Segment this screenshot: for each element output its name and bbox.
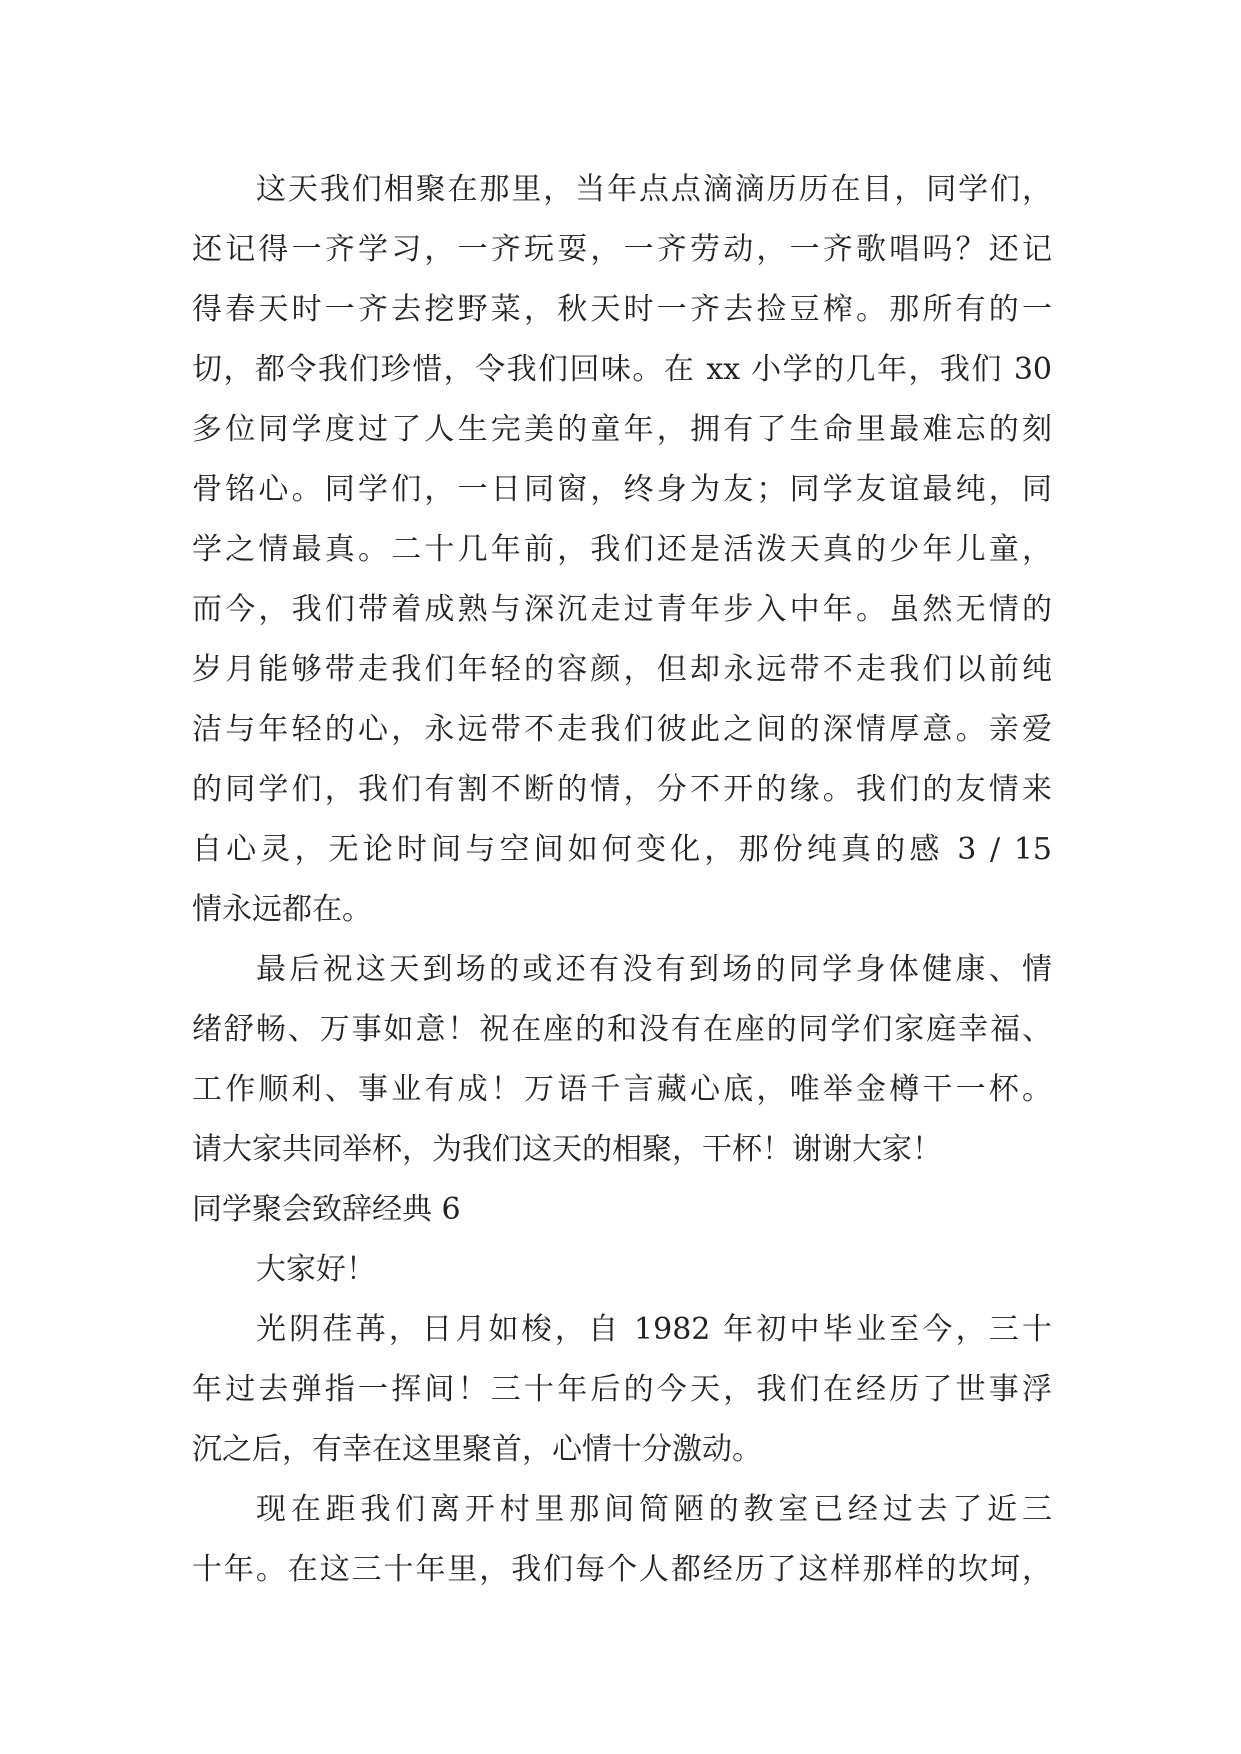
document-body [192, 160, 1052, 1600]
paragraph-line: 的同学们，我们有割不断的情，分不开的缘。我们的友情来 [192, 772, 1052, 807]
paragraph-line: 学之情最真。二十几年前，我们还是活泼天真的少年儿童， [192, 532, 1052, 567]
paragraph-line: 切，都令我们珍惜，令我们回味。在 xx 小学的几年，我们 30 [192, 352, 1052, 387]
paragraph-line: 还记得一齐学习，一齐玩耍，一齐劳动，一齐歌唱吗？还记 [192, 232, 1052, 267]
paragraph-line: 请大家共同举杯，为我们这天的相聚，干杯！谢谢大家！ [192, 1132, 942, 1167]
paragraph-line: 光阴荏苒，日月如梭，自 1982 年初中毕业至今，三十 [256, 1312, 1052, 1347]
greeting-line: 大家好！ [256, 1252, 376, 1287]
paragraph-line: 多位同学度过了人生完美的童年，拥有了生命里最难忘的刻 [192, 412, 1052, 447]
paragraph-line: 情永远都在。 [192, 892, 372, 927]
paragraph-line: 十年。在这三十年里，我们每个人都经历了这样那样的坎坷， [192, 1552, 1052, 1587]
paragraph-line: 岁月能够带走我们年轻的容颜，但却永远带不走我们以前纯 [192, 652, 1052, 687]
paragraph-line: 年过去弹指一挥间！三十年后的今天，我们在经历了世事浮 [192, 1372, 1052, 1407]
paragraph-line: 最后祝这天到场的或还有没有到场的同学身体健康、情 [256, 952, 1052, 987]
paragraph-line: 沉之后，有幸在这里聚首，心情十分激动。 [192, 1432, 762, 1467]
paragraph-line: 得春天时一齐去挖野菜，秋天时一齐去捡豆榨。那所有的一 [192, 292, 1052, 327]
paragraph-line: 绪舒畅、万事如意！祝在座的和没有在座的同学们家庭幸福、 [192, 1012, 1052, 1047]
paragraph-line: 洁与年轻的心，永远带不走我们彼此之间的深情厚意。亲爱 [192, 712, 1052, 747]
paragraph-line: 这天我们相聚在那里，当年点点滴滴历历在目，同学们， [256, 172, 1052, 207]
paragraph-line: 而今，我们带着成熟与深沉走过青年步入中年。虽然无情的 [192, 592, 1052, 627]
paragraph-line: 工作顺利、事业有成！万语千言藏心底，唯举金樽干一杯。 [192, 1072, 1052, 1107]
paragraph-line: 骨铭心。同学们，一日同窗，终身为友；同学友谊最纯，同 [192, 472, 1052, 507]
paragraph-line-with-page-number: 自心灵，无论时间与空间如何变化，那份纯真的感 3 / 15 [192, 832, 1052, 867]
paragraph-line: 现在距我们离开村里那间简陋的教室已经过去了近三 [256, 1492, 1052, 1527]
section-heading: 同学聚会致辞经典 6 [192, 1192, 461, 1227]
